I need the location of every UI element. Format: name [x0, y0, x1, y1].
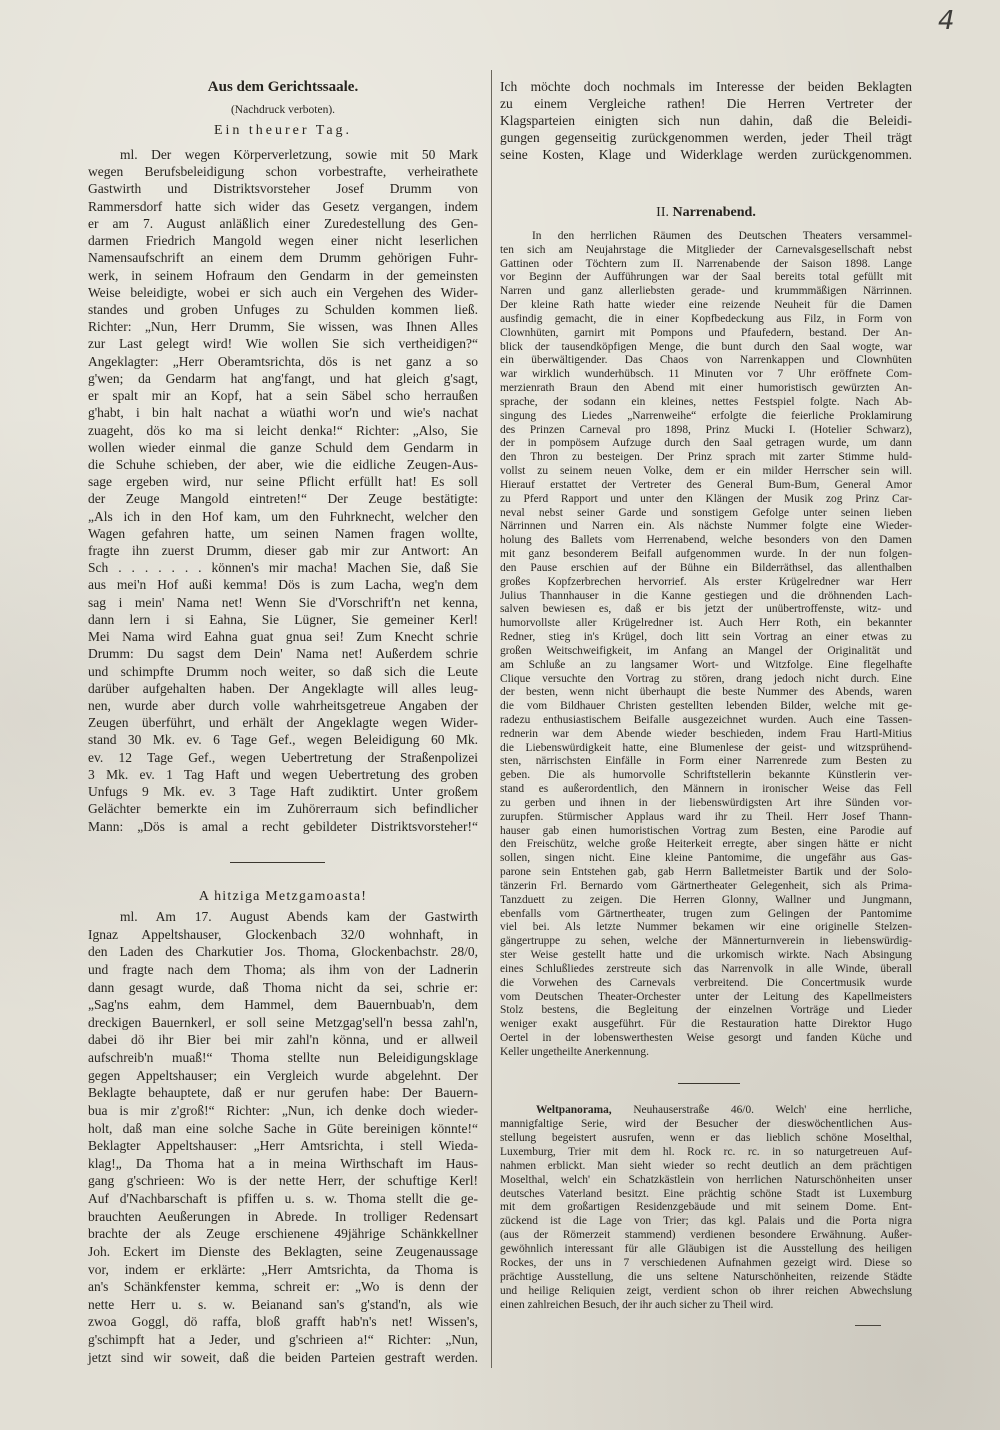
text-line: prächtige Ausstellung, die uns seltene Naturschönheiten, reizende Städte: [500, 1271, 912, 1284]
text-line: Mei Nama wird Eahna guat gnua sei! Zum Knecht schrie: [88, 629, 478, 645]
text-line: den Pause erschien auf der Bühne ein Bilderräthsel, das allenthalben: [500, 561, 912, 574]
article-body: [500, 230, 912, 1060]
text-line: tänzerin Frl. Bernardo vom Gärtnertheater Gelegenheit, sich als Prima-: [500, 879, 912, 892]
text-line: Gattinen oder Töchtern zum II. Narrenabende der Saison 1898. Lange: [500, 257, 912, 270]
text-line: singung des Liedes „Narrenweihe“ erfolgte die feierliche Proklamirung: [500, 409, 912, 422]
text-line: ten sich am Neujahrstage die Mitglieder der Carnevalsgesellschaft nebst: [500, 243, 912, 256]
text-line: zu gerben und ihnen in der liebenswürdigsten Art ihre Sünden vor-: [500, 796, 912, 809]
text-line: einen zahlreichen Besuch, der ihr auch sicher zu Theil wird.: [500, 1298, 774, 1311]
text-line: klag!„ Da Thoma hat a in meina Wirthschaft im Haus-: [88, 1155, 478, 1171]
text-line: salven bewiesen es, daß er bis jetzt der unübertroffenste, witz- und: [500, 603, 912, 616]
text-line: er am 7. August anläßlich einer Zuredestellung des Gen-: [88, 215, 478, 231]
text-line: Ignaz Appeltshauser, Glockenbach 32/0 wohnhaft, in: [88, 926, 478, 942]
text-line: darmen Friedrich Mangold wegen einer nicht leserlichen: [88, 233, 478, 249]
text-line: zu einem Vergleiche rathen! Die Herren Vertreter der: [500, 96, 912, 111]
text-line: der besten, wenn nicht überhaupt die beste Nummer des Abends, waren: [500, 686, 912, 699]
text-line: zückend ist die Lage von Trier; das kgl. Palais und die Porta nigra: [500, 1215, 912, 1228]
text-line: stand 30 Mk. ev. 6 Tage Gef., wegen Beleidigung 60 Mk.: [88, 732, 478, 748]
text-line: Narren und ganz allerliebsten gerade- und krummmäßigen Närrinnen.: [500, 285, 912, 298]
text-line: Der kleine Rath hatte wieder eine reizende Neuheit für die Damen: [500, 299, 912, 312]
text-line: (aus der Römerzeit stammend) verdienen besondere Erwähnung. Außer-: [500, 1229, 912, 1242]
text-line: Unfugs 9 Mk. ev. 3 Tage Haft zudiktirt. Unter großem: [88, 784, 478, 800]
text-line: vor Beginn der Aufführungen war der Saal bereits total gefüllt mit: [500, 271, 912, 284]
text-line: aus mei'n Hof außi kemma! Dös is zum Lacha, weg'n dem: [88, 577, 478, 593]
text-line: Mann: „Dös is amal a recht gebildeter Distriktsvorsteher!“: [88, 818, 478, 834]
reprint-notice: (Nachdruck verboten).: [230, 104, 336, 116]
text-line: nette Herr u. s. w. Beianand san's g'stand'n, als wie: [88, 1296, 478, 1312]
text-line: Sch . . . . . . . können's mir macha! Machen Sie, daß Sie: [88, 560, 478, 576]
text-line: fragte ihn zuerst Drumm, dieser gab mir zur Antwort: An: [88, 543, 478, 559]
text-line: Rammersdorf hatte sich wider das Gesetz vergangen, indem: [88, 198, 478, 214]
text-line: der in pompösem Aufzuge durch den Saal getragen wurde, um dann: [500, 437, 912, 450]
text-line: ster Weise gestellt hatte und die urkomisch wirkte. Nach Absingung: [500, 949, 912, 962]
text-line: dabei dö ihr Bier bei mir zahl'n könna, und er allweil: [88, 1032, 478, 1048]
text-line: Stolz bestens, die Begleitung der einzelnen Vorträge und Lieder: [500, 1004, 912, 1017]
text-line: der Zeuge Mangold eintreten!“ Der Zeuge bestätigte:: [88, 491, 478, 507]
text-line: [500, 1104, 912, 1118]
text-line: stand es außerordentlich, den Männern in ironischer Weise das Fell: [500, 783, 912, 796]
text-line: Moselthal, welch' ein Schatzkästlein von herrlichen Naturschönheiten unser: [500, 1173, 912, 1186]
text-line: jetzt sind wir soweit, daß die beiden Parteien gestraft werden.: [88, 1349, 478, 1365]
text-line: Drumm: Du sagst dem Dein' Nama net! Außerdem schrie: [88, 646, 478, 662]
text-line: vor, indem er erklärte: „Herr Amtsrichta, da Thoma is: [88, 1261, 478, 1277]
text-line: ebenfalls vom Gärtnertheater, trugen zum Gelingen der Pantomime: [500, 907, 912, 920]
text-line: Julius Thannhauser in die Kanne gestiegen und die dröhnenden Lach-: [500, 589, 912, 602]
text-line: parone sein Entstehen gab, gab Herrn Balletmeister Bartik und der Solo-: [500, 866, 912, 879]
text-line: dreckigen Bauernkerl, er soll seine Metzgag'sell'n bessa zahl'n,: [88, 1014, 478, 1030]
text-line: den Freischütz, welche große Heiterkeit erregte, aber singen hätte er nicht: [500, 838, 912, 851]
text-line: und heilige Reliquien zeigt, verdient schon ob ihrer reichen Abwechslung: [500, 1284, 912, 1297]
text-line: den Laden des Charkutier Jos. Thoma, Glockenbachstr. 28/0,: [88, 944, 478, 960]
text-line: den Thron zu besteigen. Der Prinz sprach mit zarter Stimme huld-: [500, 451, 912, 464]
text-line: die vom Bildhauer Christen gestellten lebenden Bilder, welche mit ge-: [500, 700, 912, 713]
text-line: und fragte nach dem Thoma; als ihm von der Ladnerin: [88, 961, 478, 977]
text-line: Beklagter Appeltshauser: „Herr Amtsrichta, i stell Wieda-: [88, 1138, 478, 1154]
text-line: vom Deutschen Theater-Orchester unter der Leitung des Kapellmeisters: [500, 990, 912, 1003]
text-line: deutsches Vaterland besitzt. Eine prächtig schöne Stadt ist Luxemburg: [500, 1187, 912, 1200]
text-line: neval nebst seiner Garde und sonstigem Gefolge unter seinen lieben: [500, 506, 912, 519]
text-line: großes Kopfzerbrechen hervorrief. Als erster Krügelredner war Herr: [500, 575, 912, 588]
text-line: g'wen; da Gendarm hat ang'fangt, und hat gleich g'sagt,: [88, 370, 478, 386]
text-line: Auf d'Nachbarschaft is pfiffen u. s. w. Thoma stellt die ge-: [88, 1191, 478, 1206]
text-line: ausfindig gemacht, die in einer Kopfbedeckung aus Filz, in Form von: [500, 312, 912, 325]
text-line: ein überwältigender. Das Chaos von Narrenkappen und Clownhüten: [500, 354, 912, 367]
text-line: sag i mein' Nama net! Wenn Sie d'Vorschrift'n net kenna,: [88, 594, 478, 610]
text-line: darüber aufgehalten haben. Der Angeklagte will alles leug-: [88, 680, 478, 696]
text-line: standes und groben Unfuges zu Schulden kommen ließ.: [88, 301, 478, 317]
text-line: ev. 12 Tage Gef., wegen Uebertretung der Straßenpolizei: [88, 749, 478, 765]
lead-line-rest: Neuhauserstraße 46/0. Welch' eine herrliche,: [633, 1104, 912, 1116]
text-line: seine Kosten, Klage und Widerklage werden zurückgenommen.: [500, 147, 912, 162]
text-line: stellung begeistert ausrufen, wenn er das lieblich schöne Moselthal,: [500, 1131, 912, 1144]
text-line: Redner, stieg in's Krügel, doch litt sein Vortrag an einer etwas zu: [500, 631, 912, 644]
text-line: Angeklagter: „Herr Oberamtsrichta, dös is net ganz a so: [88, 353, 478, 369]
text-line: geben. Die als humorvolle Schriftstellerin bekannte Künstlerin ver-: [500, 769, 912, 782]
text-line: In den herrlichen Räumen des Deutschen Theaters versammel-: [532, 230, 912, 242]
text-line: an's Schänkfenster kemma, schreit er: „Wo is denn der: [88, 1279, 478, 1295]
text-line: nahmen erblickt. Man sieht wieder so recht deutlich an dem prächtigen: [500, 1159, 912, 1172]
text-line: „Sag'ns eahm, dem Hammel, dem Bauernbuab'n, dem: [88, 997, 478, 1013]
text-line: dann lern i si Eahna, Sie Lügner, Sie gemeiner Kerl!: [88, 611, 478, 627]
text-line: zwoa Goggl, dö raffa, bloß grafft hab'n's net! Wissen's,: [88, 1314, 478, 1330]
text-line: weniger exakt ausgeführt. Für die Restauration hatte Direktor Hugo: [500, 1018, 912, 1031]
text-line: Ich möchte doch nochmals im Interesse der beiden Beklagten: [500, 79, 912, 94]
text-line: humorvollste aller Krügelredner ist. Auch Herr Roth, ein bekannter: [500, 617, 912, 630]
text-line: zu Pferd Rapport und unter den Klängen der Musik zog Prinz Car-: [500, 492, 912, 505]
text-line: Hierauf erstattet der Vertreter des General Bum-Bum, General Amor: [500, 478, 912, 491]
text-line: Oertel in der lobenswerthesten Weise gesorgt und fanden Küche und: [500, 1032, 912, 1045]
text-line: brauchten Aeußerungen in Abrede. In trolliger Redensart: [88, 1208, 478, 1224]
text-line: vollst zu seinem neuen Volke, dem er ein milder Herrscher sein will.: [500, 465, 912, 478]
text-line: Clique versuchte den Vortrag zu stören, drang jedoch nicht durch. Eine: [500, 672, 912, 685]
text-line: holung des Ballets vom Herrenabend, welche besonders von den Damen: [500, 534, 912, 547]
text-line: und schimpfte Drumm noch weiter, so daß sich die Leute: [88, 663, 478, 679]
text-line: rednerin war dem Abende wieder beschieden, indem Frau Hartl-Mitius: [500, 727, 912, 740]
text-line: wollen wieder einmal die ganze Schuld dem Gendarm in: [88, 439, 478, 455]
text-line: Weise beleidigte, wobei er sich auch ein Vergehen des Wider-: [88, 284, 478, 300]
text-line: bua is mir z'groß!“ Richter: „Nun, ich denke doch wieder-: [88, 1102, 478, 1118]
text-line: sten, närrischsten Einfälle in Form einer Narrenrede zum Besten zu: [500, 755, 912, 768]
text-line: Keller ungetheilte Anerkennung.: [500, 1045, 649, 1058]
text-line: eines Schlußliedes zerstreute sich das Narrenvolk in alle Winde, überall: [500, 962, 912, 975]
text-line: Rockes, der uns in 7 verschiedenen Aufnahmen gezeigt wird. Diese so: [500, 1257, 912, 1270]
heading-numeral: II.: [656, 205, 669, 220]
text-line: sage ergeben wird, nur seine Pflicht erfüllt hat! Es soll: [88, 474, 478, 490]
text-line: gegen Appeltshauser; ein Vergleich wurde abgelehnt. Der: [88, 1067, 478, 1083]
text-line: zurupfen. Stürmischer Applaus ward ihr zu Theil. Herr Josef Thann-: [500, 810, 912, 823]
text-line: dann gesagt wurde, daß Thoma nicht da sei, schrie er:: [88, 979, 478, 995]
text-line: Tanzduett zu zeigen. Die Herren Glonny, Wallner und Jungmann,: [500, 893, 912, 906]
column-rule: [491, 70, 492, 1368]
text-line: viel bei. Als letzte Nummer bekamen wir eine originelle Stelzen-: [500, 921, 912, 934]
text-line: gängertruppe zu sehen, welche der Männerturnverein in liebenswürdig-: [500, 935, 912, 948]
text-line: Luxemburg, Trier mit dem hl. Rock rc. rc. in so naturgetreuen Auf-: [500, 1145, 912, 1158]
text-line: aufschreib'n muaß!“ Thoma stellte nun Beleidigungsklage: [88, 1050, 478, 1065]
text-line: Joh. Eckert im Dienste des Beklagten, seine Zeugenaussage: [88, 1243, 478, 1259]
text-line: 3 Mk. ev. 1 Tag Haft und wegen Uebertretung des groben: [88, 766, 478, 782]
section-title: Aus dem Gerichtssaale.: [207, 79, 359, 95]
article-heading: A hitziga Metzgamoasta!: [198, 889, 368, 904]
text-line: Richter: „Nun, Herr Drumm, Sie wissen, was Ihnen Alles: [88, 319, 478, 335]
text-line: mit ganz besonderem Beifall aufgenommen wurde. In der nun folgen-: [500, 548, 912, 561]
text-line: die Vorwehen des Carnevals verbreitend. Die Concertmusik wurde: [500, 976, 912, 989]
text-line: sollen, singen nicht. Eine kleine Pantomime, die ungefähr aus Gas-: [500, 852, 912, 865]
text-line: ml. Der wegen Körperverletzung, sowie mit 50 Mark: [120, 147, 478, 162]
text-line: nen, wurde aber durch volle wahrheitsgetreue Angaben der: [88, 698, 478, 713]
text-line: zuageht, dös ko ma si leicht denka!“ Richter: „Also, Sie: [88, 422, 478, 438]
text-line: ml. Am 17. August Abends kam der Gastwirth: [120, 909, 478, 924]
article-body: [88, 146, 478, 835]
text-line: werk, in seinem Hofraum den Gendarm in der gemeinsten: [88, 267, 478, 283]
text-line: blick der tausendköpfigen Menge, die bunt durch den Saal wogte, war: [500, 340, 912, 353]
text-line: mannigfaltige Serie, wird der Besucher der dieswöchentlichen Aus-: [500, 1117, 912, 1130]
text-line: Närrinnen und Narren ein. Als nächste Nummer folgte eine Wieder-: [500, 520, 912, 533]
text-line: Klagsparteien einigten sich nun dahin, daß die Beleidi-: [500, 113, 912, 128]
section-divider: [230, 862, 325, 863]
text-line: radezu enthusiastischem Beifalle ausgezeichnet wurden. Auch eine Tassen-: [500, 713, 912, 726]
heading-title: Narrenabend.: [672, 205, 756, 220]
text-line: Clownhüten, garnirt mit Pompons und Pfaufedern, bestand. Der An-: [500, 326, 912, 339]
text-line: hauser gab einen humoristischen Vortrag zum Besten, eine Parodie auf: [500, 824, 912, 837]
text-line: Gastwirth und Distriktsvorsteher Josef Drumm von: [88, 181, 478, 197]
article-heading: Ein theurer Tag.: [213, 123, 353, 138]
article-continuation: [500, 78, 912, 163]
text-line: er spalt mir an Kopf, hat a sein Säbel scho herraußen: [88, 388, 478, 404]
text-line: Zeugen überführt, und erhält der Angeklagte wegen Wider-: [88, 715, 478, 731]
text-line: gang g'schrieen: Wo is der nette Herr, der schuftige Kerl!: [88, 1173, 478, 1189]
text-line: die Liebenswürdigkeit hatte, eine Blumenlese der geist- und witzsprühend-: [500, 741, 912, 754]
article-body: [88, 908, 478, 1366]
text-line: holt, daß man eine solche Sache in Güte bereinigen könnte!“: [88, 1120, 478, 1136]
text-line: am Schluße an zu langsamer Wort- und Witzfolge. Eine flegelhafte: [500, 658, 912, 671]
section-divider: [678, 1083, 740, 1084]
page-number: 4: [938, 6, 955, 36]
text-line: wegen Berufsbeleidigung schon vorbestrafte, verheirathete: [88, 164, 478, 180]
article-heading: [500, 204, 912, 222]
article-lead: Weltpanorama,: [536, 1104, 612, 1116]
end-mark: [855, 1325, 881, 1326]
text-line: war wirklich wunderhübsch. 11 Minuten vor 7 Uhr eröffnete Com-: [500, 368, 912, 381]
text-line: mit dem großartigen Residenzgebäude und mit seinem Dome. Ent-: [500, 1201, 912, 1214]
text-line: brachte der als Zeuge erschienene 49jährige Schänkkellner: [88, 1226, 478, 1242]
text-line: großen Weitschweifigkeit, im Anfang an Mangel der Originalität und: [500, 644, 912, 657]
text-line: „Als ich in den Hof kam, um den Fuhrknecht, welcher den: [88, 508, 478, 524]
text-line: die Schuhe schieben, der aber, wie die eidliche Zeugen-Aus-: [88, 456, 478, 472]
text-line: g'habt, i bin halt nachat a wüathi wor'n und wie's nachat: [88, 405, 478, 421]
text-line: zur Last gelegt wird! Wie wollen Sie sich vertheidigen?“: [88, 336, 478, 352]
text-line: des Prinzen Carneval pro 1898, Prinz Mucki I. (Hotelier Schwarz),: [500, 423, 912, 436]
text-line: merzienrath Braun den Abend mit einer humoristisch gewürzten An-: [500, 382, 912, 395]
article-body: [500, 1118, 912, 1313]
text-line: Beklagte behauptete, daß er nur gerufen habe: Der Bauern-: [88, 1085, 478, 1101]
text-line: Wagen gefahren hatte, um seinen Namen fragen wollte,: [88, 525, 478, 541]
text-line: gewöhnlich interessant für alle Gläubigen ist die Ausstellung des heiligen: [500, 1243, 912, 1256]
text-line: Gelächter bemerkte ein im Zuhörerraum sich befindlicher: [88, 801, 478, 817]
text-line: gungen gegenseitig zurückgenommen werden, jeder Theil trägt: [500, 130, 912, 145]
text-line: sprache, der sodann ein kleines, nettes Festspiel folgte. Nach Ab-: [500, 395, 912, 408]
text-line: g'schimpft hat a Jeder, und g'schrieen a!“ Richter: „Nun,: [88, 1332, 478, 1347]
article-weltpanorama: [500, 1104, 912, 1313]
text-line: Namensaufschrift an einem dem Drumm gehörigen Fuhr-: [88, 250, 478, 266]
